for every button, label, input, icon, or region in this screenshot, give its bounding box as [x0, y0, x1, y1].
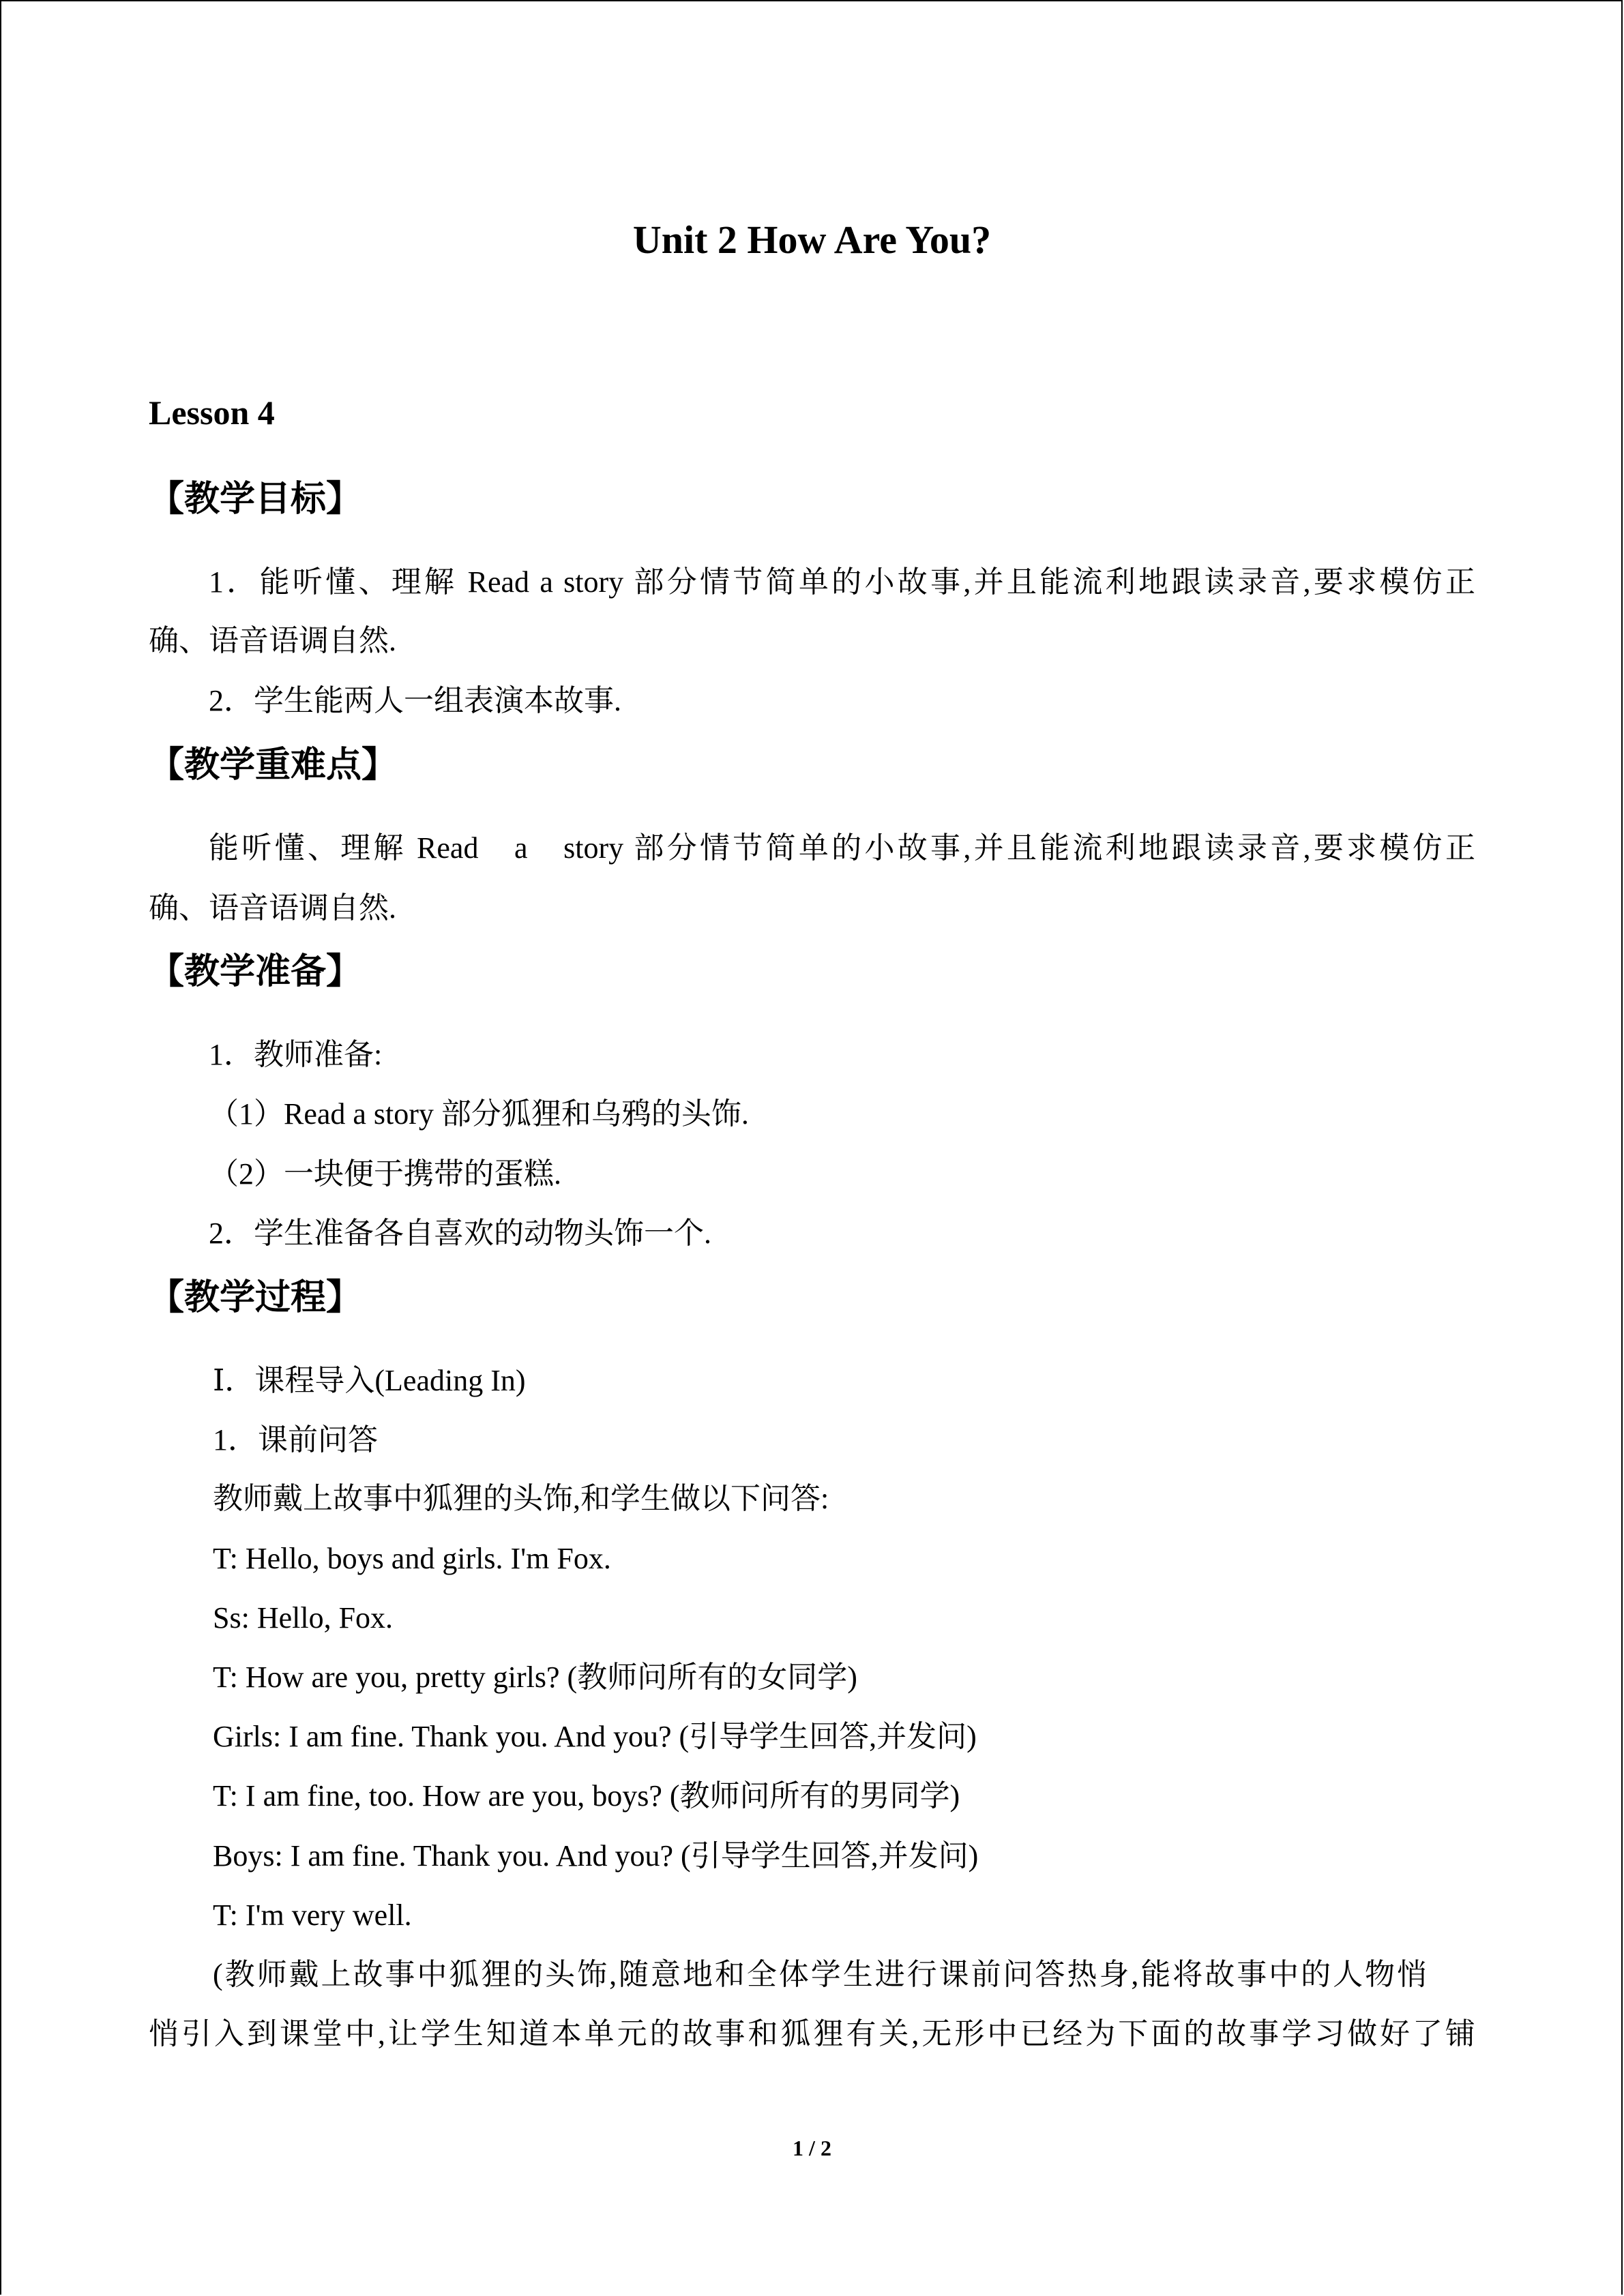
- section-heading-process: 【教学过程】: [149, 1277, 362, 1318]
- process-line-9: Boys: I am fine. Thank you. And you? (引导学生回答,并发问): [213, 1839, 979, 1873]
- objectives-line-1: 1．能听懂、理解 Read a story 部分情节简单的小故事,并且能流利地跟读录音,要求模仿正: [209, 565, 1475, 599]
- page-number: 1 / 2: [793, 2136, 831, 2160]
- process-line-1: Ⅰ．课程导入(Leading In): [213, 1364, 526, 1397]
- preparation-line-2: （1）Read a story 部分狐狸和乌鸦的头饰.: [209, 1097, 749, 1131]
- objectives-line-3: 2．学生能两人一组表演本故事.: [209, 684, 621, 717]
- process-line-6: T: How are you, pretty girls? (教师问所有的女同学): [213, 1660, 857, 1694]
- section-heading-preparation: 【教学准备】: [149, 951, 362, 992]
- section-heading-objectives: 【教学目标】: [149, 479, 362, 520]
- process-line-5: Ss: Hello, Fox.: [213, 1601, 394, 1635]
- preparation-line-1: 1．教师准备:: [209, 1038, 383, 1071]
- process-line-8: T: I am fine, too. How are you, boys? (教师问所有的男同学): [213, 1779, 960, 1813]
- process-line-12: 悄引入到课堂中,让学生知道本单元的故事和狐狸有关,无形中已经为下面的故事学习做好了铺: [149, 2017, 1475, 2051]
- process-line-7: Girls: I am fine. Thank you. And you? (引导学生回答,并发问): [213, 1720, 977, 1753]
- process-line-10: T: I'm very well.: [213, 1898, 412, 1932]
- process-line-3: 教师戴上故事中狐狸的头饰,和学生做以下问答:: [213, 1482, 829, 1515]
- key-points-line-2: 确、语音语调自然.: [149, 891, 396, 925]
- preparation-line-3: （2）一块便于携带的蛋糕.: [209, 1157, 561, 1191]
- objectives-line-2: 确、语音语调自然.: [149, 624, 396, 657]
- process-line-2: 1．课前问答: [213, 1423, 378, 1457]
- process-line-11: (教师戴上故事中狐狸的头饰,随意地和全体学生进行课前问答热身,能将故事中的人物悄: [213, 1958, 1427, 1991]
- document-title: Unit 2 How Are You?: [632, 218, 992, 262]
- preparation-line-4: 2．学生准备各自喜欢的动物头饰一个.: [209, 1217, 711, 1250]
- process-line-4: T: Hello, boys and girls. I'm Fox.: [213, 1542, 611, 1575]
- lesson-heading: Lesson 4: [149, 393, 275, 432]
- key-points-line-1: 能听懂、理解 Read a story 部分情节简单的小故事,并且能流利地跟读录音,要求模仿正: [209, 831, 1475, 865]
- section-heading-key-points: 【教学重难点】: [149, 745, 398, 786]
